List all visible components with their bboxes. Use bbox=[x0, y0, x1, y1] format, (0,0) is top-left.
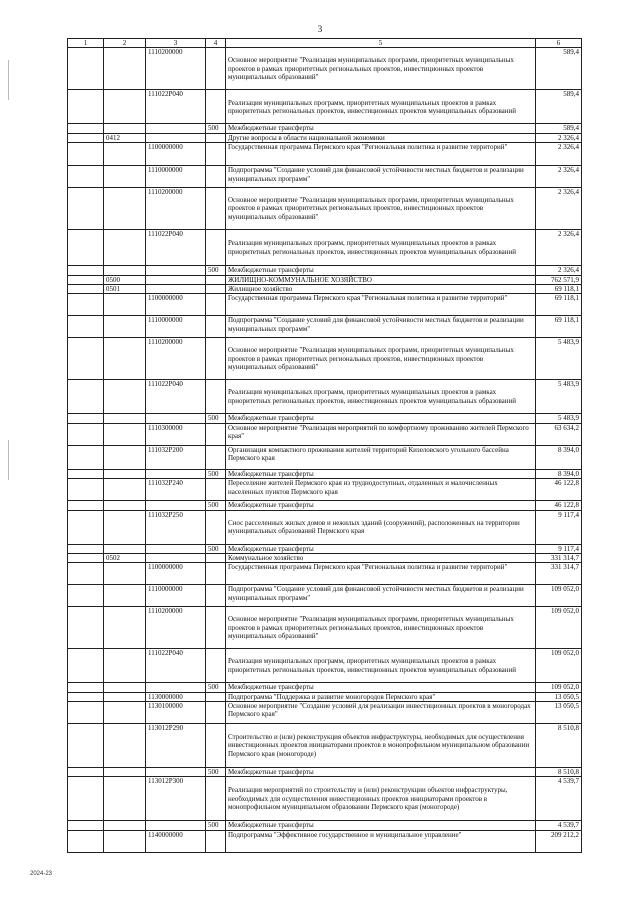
expense-type bbox=[206, 316, 226, 338]
amount: 8 510,8 bbox=[536, 724, 582, 768]
row-col-1 bbox=[68, 284, 104, 293]
target-code: 1130000000 bbox=[146, 692, 206, 701]
expense-type bbox=[206, 275, 226, 284]
section-code bbox=[104, 724, 146, 768]
row-col-1 bbox=[68, 316, 104, 338]
table-row bbox=[68, 266, 582, 275]
row-col-1 bbox=[68, 607, 104, 649]
amount: 69 118,1 bbox=[536, 316, 582, 338]
expense-type: 500 bbox=[206, 544, 226, 553]
amount: 2 326,4 bbox=[536, 266, 582, 275]
table-row bbox=[68, 48, 582, 90]
description: Межбюджетные трансферты bbox=[226, 544, 536, 553]
section-code bbox=[104, 692, 146, 701]
section-code bbox=[104, 702, 146, 724]
left-margin-mark bbox=[8, 440, 9, 480]
description: Основное мероприятие "Реализация муниципальных программ, приоритетных муниципальных проектов в рамках приоритетных региональных проектов, инвестиционных проектов муниципальных образований" bbox=[226, 338, 536, 380]
table-row bbox=[68, 544, 582, 553]
left-margin-mark bbox=[8, 60, 9, 100]
description: Межбюджетные трансферты bbox=[226, 266, 536, 275]
expense-type bbox=[206, 380, 226, 414]
section-code bbox=[104, 338, 146, 380]
table-row bbox=[68, 133, 582, 142]
amount: 2 326,4 bbox=[536, 133, 582, 142]
amount: 69 118,1 bbox=[536, 284, 582, 293]
expense-type bbox=[206, 143, 226, 166]
section-code bbox=[104, 90, 146, 124]
amount: 331 314,7 bbox=[536, 563, 582, 585]
expense-type bbox=[206, 510, 226, 544]
expense-type: 500 bbox=[206, 768, 226, 777]
expense-type bbox=[206, 48, 226, 90]
description: Межбюджетные трансферты bbox=[226, 469, 536, 478]
table-row bbox=[68, 188, 582, 230]
description: Подпрограмма "Эффективное государственное и муниципальное управление" bbox=[226, 830, 536, 852]
section-code bbox=[104, 166, 146, 188]
table-row bbox=[68, 380, 582, 414]
amount: 8 394,0 bbox=[536, 469, 582, 478]
budget-table-body bbox=[68, 39, 582, 853]
expense-type bbox=[206, 585, 226, 607]
description: Государственная программа Пермского края "Региональная политика и развитие территорий" bbox=[226, 143, 536, 166]
target-code bbox=[146, 275, 206, 284]
section-code bbox=[104, 563, 146, 585]
section-code bbox=[104, 501, 146, 510]
section-code: 0412 bbox=[104, 133, 146, 142]
row-col-1 bbox=[68, 445, 104, 469]
table-row bbox=[68, 683, 582, 692]
table-row bbox=[68, 563, 582, 585]
expense-type bbox=[206, 553, 226, 562]
amount: 589,4 bbox=[536, 48, 582, 90]
section-code: 0500 bbox=[104, 275, 146, 284]
row-col-1 bbox=[68, 553, 104, 562]
row-col-1 bbox=[68, 380, 104, 414]
section-code bbox=[104, 830, 146, 852]
table-row bbox=[68, 469, 582, 478]
section-code bbox=[104, 469, 146, 478]
target-code: 111022Р040 bbox=[146, 230, 206, 266]
table-row bbox=[68, 553, 582, 562]
amount: 9 117,4 bbox=[536, 510, 582, 544]
section-code bbox=[104, 414, 146, 423]
amount: 13 050,5 bbox=[536, 692, 582, 701]
target-code: 111032Р200 bbox=[146, 445, 206, 469]
description: Основное мероприятие "Создание условий для реализации инвестиционных проектов в моногородах Пермского края" bbox=[226, 702, 536, 724]
table-row bbox=[68, 649, 582, 683]
amount: 109 052,0 bbox=[536, 649, 582, 683]
row-col-1 bbox=[68, 143, 104, 166]
amount: 46 122,8 bbox=[536, 479, 582, 501]
target-code bbox=[146, 266, 206, 275]
section-code bbox=[104, 585, 146, 607]
expense-type bbox=[206, 133, 226, 142]
target-code: 1110200000 bbox=[146, 607, 206, 649]
table-row bbox=[68, 294, 582, 316]
expense-type bbox=[206, 607, 226, 649]
description: Подпрограмма "Создание условий для финансовой устойчивости местных бюджетов и реализации муниципальных программ" bbox=[226, 316, 536, 338]
header-col-3: 3 bbox=[146, 39, 206, 48]
target-code bbox=[146, 124, 206, 133]
description: Межбюджетные трансферты bbox=[226, 768, 536, 777]
expense-type bbox=[206, 724, 226, 768]
amount: 46 122,8 bbox=[536, 501, 582, 510]
section-code bbox=[104, 777, 146, 821]
amount: 5 483,9 bbox=[536, 414, 582, 423]
expense-type bbox=[206, 338, 226, 380]
row-col-1 bbox=[68, 90, 104, 124]
description: Переселение жителей Пермского края из труднодоступных, отдаленных и малочисленных населенных пунктов Пермского края bbox=[226, 479, 536, 501]
table-row bbox=[68, 423, 582, 445]
table-row bbox=[68, 607, 582, 649]
header-col-4: 4 bbox=[206, 39, 226, 48]
description: Основное мероприятие "Реализация муниципальных программ, приоритетных муниципальных проектов в рамках приоритетных региональных проектов, инвестиционных проектов муниципальных образований" bbox=[226, 48, 536, 90]
section-code bbox=[104, 266, 146, 275]
amount: 2 326,4 bbox=[536, 143, 582, 166]
table-row bbox=[68, 479, 582, 501]
target-code: 111022Р040 bbox=[146, 380, 206, 414]
row-col-1 bbox=[68, 830, 104, 852]
table-row bbox=[68, 585, 582, 607]
table-row bbox=[68, 338, 582, 380]
row-col-1 bbox=[68, 510, 104, 544]
amount: 4 539,7 bbox=[536, 777, 582, 821]
table-row bbox=[68, 414, 582, 423]
amount: 109 052,0 bbox=[536, 607, 582, 649]
target-code: 113012Р290 bbox=[146, 724, 206, 768]
expense-type bbox=[206, 777, 226, 821]
section-code: 0501 bbox=[104, 284, 146, 293]
row-col-1 bbox=[68, 275, 104, 284]
expense-type bbox=[206, 692, 226, 701]
description: Жилищное хозяйство bbox=[226, 284, 536, 293]
section-code bbox=[104, 445, 146, 469]
row-col-1 bbox=[68, 166, 104, 188]
target-code bbox=[146, 414, 206, 423]
target-code: 1110200000 bbox=[146, 48, 206, 90]
section-code bbox=[104, 423, 146, 445]
budget-table bbox=[67, 38, 582, 853]
description: Межбюджетные трансферты bbox=[226, 683, 536, 692]
table-row bbox=[68, 821, 582, 830]
expense-type: 500 bbox=[206, 414, 226, 423]
target-code: 1110000000 bbox=[146, 316, 206, 338]
row-col-1 bbox=[68, 423, 104, 445]
amount: 63 634,2 bbox=[536, 423, 582, 445]
section-code bbox=[104, 143, 146, 166]
header-col-2: 2 bbox=[104, 39, 146, 48]
table-row bbox=[68, 124, 582, 133]
section-code bbox=[104, 607, 146, 649]
section-code bbox=[104, 230, 146, 266]
target-code: 1140000000 bbox=[146, 830, 206, 852]
row-col-1 bbox=[68, 479, 104, 501]
section-code bbox=[104, 294, 146, 316]
table-row bbox=[68, 768, 582, 777]
description: Другие вопросы в области национальной экономики bbox=[226, 133, 536, 142]
expense-type bbox=[206, 423, 226, 445]
amount: 589,4 bbox=[536, 90, 582, 124]
table-row bbox=[68, 90, 582, 124]
target-code: 1100000000 bbox=[146, 294, 206, 316]
table-row bbox=[68, 702, 582, 724]
expense-type: 500 bbox=[206, 683, 226, 692]
row-col-1 bbox=[68, 133, 104, 142]
row-col-1 bbox=[68, 48, 104, 90]
expense-type bbox=[206, 166, 226, 188]
target-code bbox=[146, 553, 206, 562]
description: Снос расселенных жилых домов и нежилых зданий (сооружений), расположенных на территории муниципальных образований Пермского края bbox=[226, 510, 536, 544]
target-code: 111022Р040 bbox=[146, 649, 206, 683]
expense-type: 500 bbox=[206, 266, 226, 275]
table-row bbox=[68, 275, 582, 284]
row-col-1 bbox=[68, 501, 104, 510]
description: Реализация муниципальных программ, приоритетных муниципальных проектов в рамках приоритетных региональных проектов, инвестиционных проектов муниципальных образований bbox=[226, 90, 536, 124]
description: Подпрограмма "Создание условий для финансовой устойчивости местных бюджетов и реализации муниципальных программ" bbox=[226, 166, 536, 188]
amount: 69 118,1 bbox=[536, 294, 582, 316]
table-row bbox=[68, 284, 582, 293]
description: ЖИЛИЩНО-КОММУНАЛЬНОЕ ХОЗЯЙСТВО bbox=[226, 275, 536, 284]
amount: 109 052,0 bbox=[536, 585, 582, 607]
expense-type bbox=[206, 230, 226, 266]
row-col-1 bbox=[68, 124, 104, 133]
description: Реализация муниципальных программ, приоритетных муниципальных проектов в рамках приоритетных региональных проектов, инвестиционных проектов муниципальных образований bbox=[226, 649, 536, 683]
target-code: 1110200000 bbox=[146, 188, 206, 230]
section-code bbox=[104, 48, 146, 90]
section-code bbox=[104, 821, 146, 830]
row-col-1 bbox=[68, 544, 104, 553]
description: Реализация муниципальных программ, приоритетных муниципальных проектов в рамках приоритетных региональных проектов, инвестиционных проектов муниципальных образований bbox=[226, 230, 536, 266]
section-code bbox=[104, 316, 146, 338]
target-code: 1110000000 bbox=[146, 166, 206, 188]
row-col-1 bbox=[68, 338, 104, 380]
row-col-1 bbox=[68, 724, 104, 768]
description: Государственная программа Пермского края "Региональная политика и развитие территорий" bbox=[226, 563, 536, 585]
target-code bbox=[146, 544, 206, 553]
target-code bbox=[146, 469, 206, 478]
row-col-1 bbox=[68, 469, 104, 478]
expense-type: 500 bbox=[206, 501, 226, 510]
amount: 5 483,9 bbox=[536, 380, 582, 414]
description: Реализация муниципальных программ, приоритетных муниципальных проектов в рамках приоритетных региональных проектов, инвестиционных проектов муниципальных образований bbox=[226, 380, 536, 414]
table-row bbox=[68, 510, 582, 544]
amount: 8 394,0 bbox=[536, 445, 582, 469]
expense-type: 500 bbox=[206, 821, 226, 830]
table-row bbox=[68, 501, 582, 510]
amount: 109 052,0 bbox=[536, 683, 582, 692]
section-code bbox=[104, 479, 146, 501]
table-row bbox=[68, 143, 582, 166]
row-col-1 bbox=[68, 585, 104, 607]
description: Подпрограмма "Создание условий для финансовой устойчивости местных бюджетов и реализации муниципальных программ" bbox=[226, 585, 536, 607]
table-row bbox=[68, 692, 582, 701]
row-col-1 bbox=[68, 777, 104, 821]
expense-type bbox=[206, 830, 226, 852]
row-col-1 bbox=[68, 266, 104, 275]
target-code: 113012Р300 bbox=[146, 777, 206, 821]
section-code bbox=[104, 544, 146, 553]
amount: 762 571,9 bbox=[536, 275, 582, 284]
expense-type bbox=[206, 702, 226, 724]
table-row bbox=[68, 445, 582, 469]
row-col-1 bbox=[68, 692, 104, 701]
description: Коммунальное хозяйство bbox=[226, 553, 536, 562]
description: Межбюджетные трансферты bbox=[226, 414, 536, 423]
target-code: 111032Р240 bbox=[146, 479, 206, 501]
target-code: 1110300000 bbox=[146, 423, 206, 445]
description: Межбюджетные трансферты bbox=[226, 821, 536, 830]
table-row bbox=[68, 830, 582, 852]
amount: 209 212,2 bbox=[536, 830, 582, 852]
header-col-1: 1 bbox=[68, 39, 104, 48]
amount: 331 314,7 bbox=[536, 553, 582, 562]
target-code: 1100000000 bbox=[146, 143, 206, 166]
target-code: 111032Р250 bbox=[146, 510, 206, 544]
amount: 2 326,4 bbox=[536, 166, 582, 188]
header-col-5: 5 bbox=[226, 39, 536, 48]
amount: 2 326,4 bbox=[536, 188, 582, 230]
description: Основное мероприятие "Реализация муниципальных программ, приоритетных муниципальных проектов в рамках приоритетных региональных проектов, инвестиционных проектов муниципальных образований" bbox=[226, 188, 536, 230]
expense-type bbox=[206, 563, 226, 585]
section-code bbox=[104, 188, 146, 230]
amount: 8 510,8 bbox=[536, 768, 582, 777]
target-code: 1130100000 bbox=[146, 702, 206, 724]
section-code bbox=[104, 768, 146, 777]
amount: 2 326,4 bbox=[536, 230, 582, 266]
expense-type bbox=[206, 188, 226, 230]
target-code bbox=[146, 821, 206, 830]
section-code bbox=[104, 649, 146, 683]
row-col-1 bbox=[68, 230, 104, 266]
target-code bbox=[146, 133, 206, 142]
description: Основное мероприятие "Реализация мероприятий по комфортному проживанию жителей Пермского края" bbox=[226, 423, 536, 445]
section-code bbox=[104, 380, 146, 414]
table-header-row bbox=[68, 39, 582, 48]
header-col-6: 6 bbox=[536, 39, 582, 48]
table-row bbox=[68, 724, 582, 768]
target-code: 1110200000 bbox=[146, 338, 206, 380]
target-code bbox=[146, 768, 206, 777]
amount: 589,4 bbox=[536, 124, 582, 133]
table-row bbox=[68, 316, 582, 338]
page-number: 3 bbox=[317, 24, 323, 34]
amount: 9 117,4 bbox=[536, 544, 582, 553]
section-code bbox=[104, 124, 146, 133]
description: Подпрограмма "Поддержка и развитие моногородов Пермского края" bbox=[226, 692, 536, 701]
description: Государственная программа Пермского края "Региональная политика и развитие территорий" bbox=[226, 294, 536, 316]
row-col-1 bbox=[68, 294, 104, 316]
amount: 4 539,7 bbox=[536, 821, 582, 830]
table-row bbox=[68, 777, 582, 821]
row-col-1 bbox=[68, 683, 104, 692]
target-code bbox=[146, 284, 206, 293]
description: Организация компактного проживания жителей территорий Кизеловского угольного бассейна Пермского края bbox=[226, 445, 536, 469]
description: Межбюджетные трансферты bbox=[226, 501, 536, 510]
description: Реализация мероприятий по строительству и (или) реконструкции объектов инфраструктуры, необходимых для осуществления инвестиционных проектов инициаторами проектов в монопрофильном муниципальном образовании Пермского края (моногороде) bbox=[226, 777, 536, 821]
section-code bbox=[104, 510, 146, 544]
target-code bbox=[146, 501, 206, 510]
description: Основное мероприятие "Реализация муниципальных программ, приоритетных муниципальных проектов в рамках приоритетных региональных проектов, инвестиционных проектов муниципальных образований" bbox=[226, 607, 536, 649]
row-col-1 bbox=[68, 768, 104, 777]
expense-type bbox=[206, 649, 226, 683]
row-col-1 bbox=[68, 649, 104, 683]
description: Межбюджетные трансферты bbox=[226, 124, 536, 133]
section-code bbox=[104, 683, 146, 692]
expense-type bbox=[206, 284, 226, 293]
table-row bbox=[68, 230, 582, 266]
expense-type: 500 bbox=[206, 124, 226, 133]
row-col-1 bbox=[68, 821, 104, 830]
expense-type bbox=[206, 479, 226, 501]
row-col-1 bbox=[68, 702, 104, 724]
target-code: 1100000000 bbox=[146, 563, 206, 585]
amount: 5 483,9 bbox=[536, 338, 582, 380]
target-code: 1110000000 bbox=[146, 585, 206, 607]
expense-type bbox=[206, 445, 226, 469]
table-row bbox=[68, 166, 582, 188]
description: Строительство и (или) реконструкция объектов инфраструктуры, необходимых для осуществления инвестиционных проектов инициаторами проектов в монопрофильном муниципальном образовании Пермского края (моногороде) bbox=[226, 724, 536, 768]
target-code: 111022Р040 bbox=[146, 90, 206, 124]
expense-type bbox=[206, 90, 226, 124]
amount: 13 050,5 bbox=[536, 702, 582, 724]
expense-type bbox=[206, 294, 226, 316]
expense-type: 500 bbox=[206, 469, 226, 478]
row-col-1 bbox=[68, 188, 104, 230]
target-code bbox=[146, 683, 206, 692]
row-col-1 bbox=[68, 563, 104, 585]
row-col-1 bbox=[68, 414, 104, 423]
section-code: 0502 bbox=[104, 553, 146, 562]
footer-code: 2024-23 bbox=[30, 871, 53, 877]
